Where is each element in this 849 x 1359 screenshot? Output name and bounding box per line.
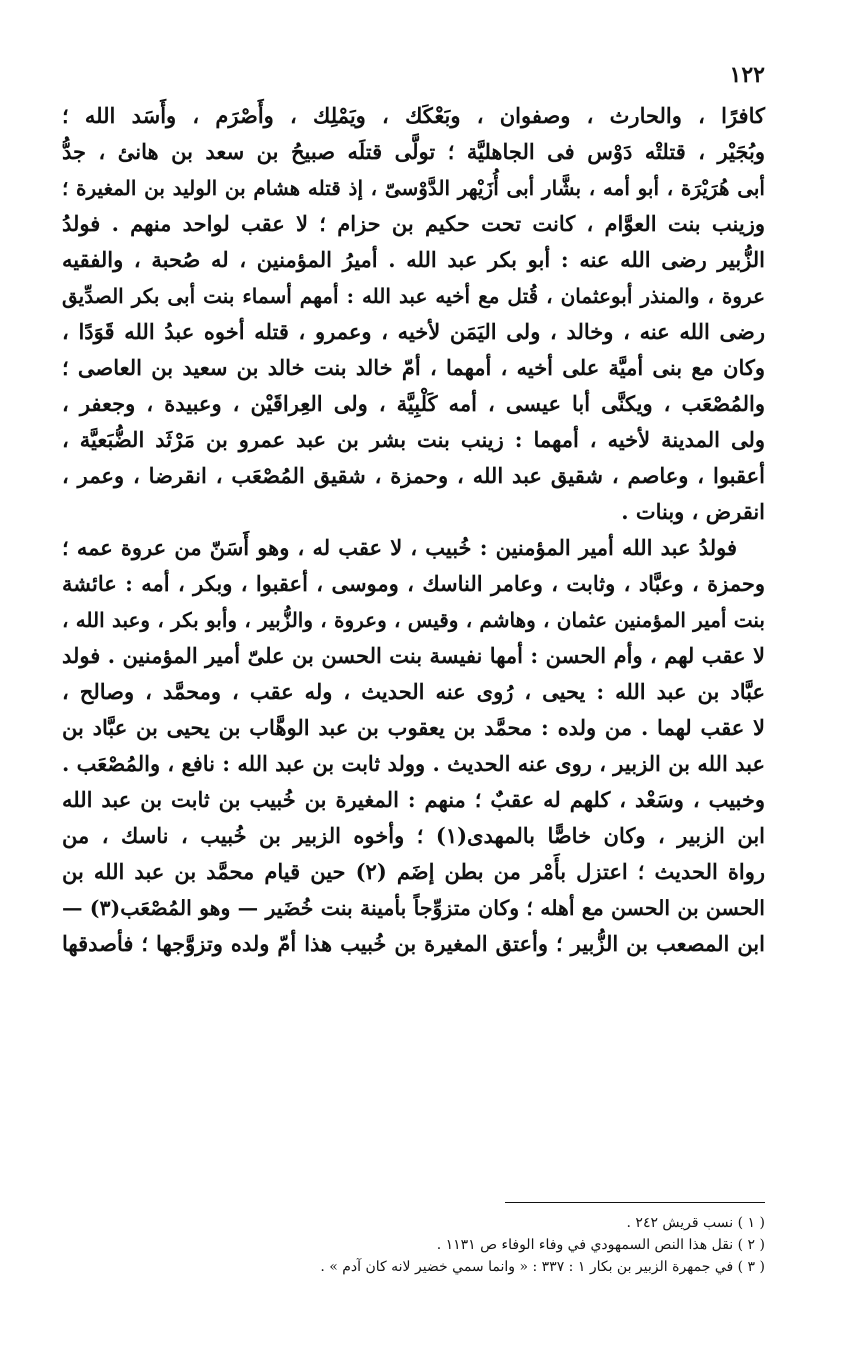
main-text: [62, 100, 765, 964]
text-line: عبَّاد بن عبد الله : يحيى ، رُوى عنه الحديث ، وله عقب ، ومحمَّد ، وصالح ،: [62, 679, 765, 704]
text-line: رضى الله عنه ، وخالد ، ولى اليَمَن لأخيه ، وعمرو ، قتله أخوه عبدُ الله قَوَدًا ،: [62, 319, 765, 344]
text-line: الزُّبير رضى الله عنه : أبو بكر عبد الله . أميرُ المؤمنين ، له صُحبة ، والفقيه: [62, 247, 765, 272]
text-line: ابن المصعب بن الزُّبير ؛ وأعتق المغيرة بن خُبيب هذا أمّ ولده وتزوَّجها ؛ فأصدقها: [62, 931, 765, 956]
text-line: لا عقب لهما . من ولده : محمَّد بن يعقوب بن عبد الوهَّاب بن يحيى بن عبَّاد بن: [62, 715, 765, 740]
text-line: وخبيب ، وسَعْد ، كلهم له عقبٌ ؛ منهم : المغيرة بن خُبيب بن ثابت بن عبد الله: [62, 787, 765, 812]
text-line: فولدُ عبد الله أمير المؤمنين : خُبيب ، لا عقب له ، وهو أَسَنّ من عروة عمه ؛: [62, 535, 737, 560]
text-line: ولى المدينة لأخيه ، أمهما : زينب بنت بشر بن عبد عمرو بن مَرْثَد الضُّبَعيَّة ،: [62, 427, 765, 452]
footnote: ( ١ ) نسب قريش ٢٤٢ .: [626, 1215, 765, 1231]
page-number: ١٢٢: [729, 62, 765, 88]
text-line: وزينب بنت العوَّام ، كانت تحت حكيم بن حزام ؛ لا عقب لواحد منهم . فولدُ: [62, 211, 765, 236]
text-line: رواة الحديث ؛ اعتزل بأَمْر من بطن إضَم (٢) حين قيام محمَّد بن عبد الله بن: [62, 859, 765, 884]
footnote-divider: [505, 1202, 765, 1203]
footnote: ( ٢ ) نقل هذا النص السمهودي في وفاء الوفاء ص ١١٣١ .: [436, 1237, 765, 1253]
text-line: انقرض ، وبنات .: [621, 499, 765, 524]
text-line: وحمزة ، وعبَّاد ، وثابت ، وعامر الناسك ، وموسى ، أعقبوا ، وبكر ، أمه : عائشة: [62, 571, 765, 596]
text-line: أعقبوا ، وعاصم ، شقيق عبد الله ، وحمزة ، شقيق المُصْعَب ، انقرضا ، وعمر ،: [62, 463, 765, 488]
text-line: والمُصْعَب ، ويكنَّى أبا عيسى ، أمه كَلْبِيَّة ، ولى العِراقَيْن ، وعبيدة ، وجعفر ،: [62, 391, 765, 416]
text-line: أبى هُرَيْرَة ، أبو أمه ، بشَّار أبى أُزَيْهر الدَّوْسىّ ، إذ قتله هشام بن الوليد بن المغيرة ؛: [62, 176, 765, 200]
footnotes: [90, 1212, 765, 1278]
text-line: الحسن بن الحسن مع أهله ؛ وكان متزوِّجاً بأمينة بنت خُضَير — وهو المُصْعَب(٣) —: [62, 896, 766, 920]
text-line: عروة ، والمنذر أبوعثمان ، قُتل مع أخيه عبد الله : أمهم أسماء بنت أبى بكر الصدِّيق: [62, 284, 765, 308]
text-line: لا عقب لهم ، وأم الحسن : أمها نفيسة بنت الحسن بن علىّ أمير المؤمنين . فولد: [62, 643, 765, 668]
text-line: وبُجَيْر ، قتلتْه دَوْس فى الجاهليَّة ؛ تولَّى قتلَه صبيحُ بن سعد بن هانئ ، جدُّ: [62, 139, 765, 164]
text-line: كافرًا ، والحارث ، وصفوان ، وبَعْكَك ، ويَمْلِك ، وأَصْرَم ، وأَسَد الله ؛: [62, 103, 765, 128]
footnote: ( ٣ ) في جمهرة الزبير بن بكار ١ : ٣٣٧ : « وانما سمي خضير لانه كان آدم » .: [320, 1259, 765, 1275]
text-line: بنت أمير المؤمنين عثمان ، وهاشم ، وقيس ، وعروة ، والزُّبير ، وأبو بكر ، وعبد الله ،: [62, 608, 765, 632]
text-line: وكان مع بنى أميَّة على أخيه ، أمهما ، أمّ خالد بنت خالد بن سعيد بن العاصى ؛: [62, 355, 765, 380]
text-line: عبد الله بن الزبير ، روى عنه الحديث . وولد ثابت بن عبد الله : نافع ، والمُصْعَب .: [62, 751, 765, 776]
text-line: ابن الزبير ، وكان خاصًّا بالمهدى(١) ؛ وأخوه الزبير بن خُبيب ، ناسك ، من: [62, 823, 765, 848]
